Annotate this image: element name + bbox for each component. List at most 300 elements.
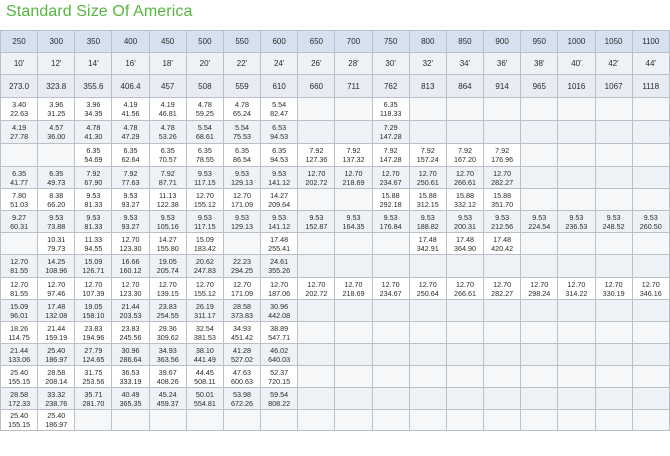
wall-thickness: 34.93 <box>233 323 252 333</box>
table-cell <box>335 255 372 278</box>
sizes-cell: 40' <box>558 53 595 75</box>
table-cell <box>521 322 558 344</box>
table-cell <box>38 344 75 366</box>
table-cell <box>409 322 446 344</box>
weight-value: 247.83 <box>193 266 216 275</box>
table-cell <box>223 344 260 366</box>
weight-value: 364.90 <box>453 243 476 253</box>
table-cell <box>298 189 335 211</box>
table-cell <box>261 388 298 410</box>
table-cell <box>186 121 223 144</box>
table-row <box>1 366 670 388</box>
wall-thickness: 21.44 <box>47 323 66 333</box>
weight-value: 108.96 <box>45 266 68 275</box>
table-cell <box>372 211 409 233</box>
table-cell <box>409 410 446 431</box>
table-cell <box>335 278 372 300</box>
table-cell <box>261 344 298 366</box>
wall-thickness: 9.53 <box>235 168 250 178</box>
wall-thickness: 9.53 <box>383 212 398 222</box>
weight-value: 224.54 <box>528 221 551 231</box>
wall-thickness: 6.35 <box>12 168 27 178</box>
weight-value: 312.15 <box>416 199 439 209</box>
table-cell <box>38 410 75 431</box>
weight-value: 141.12 <box>268 221 291 231</box>
table-cell <box>75 322 112 344</box>
table-cell <box>372 189 409 211</box>
table-cell <box>261 410 298 431</box>
wall-thickness: 34.93 <box>158 345 177 355</box>
weight-value: 208.14 <box>45 376 68 386</box>
table-row <box>1 144 670 167</box>
weight-value: 47.29 <box>121 132 140 141</box>
table-cell <box>632 388 669 410</box>
table-cell <box>372 388 409 410</box>
table-cell <box>484 322 521 344</box>
table-cell <box>1 98 38 121</box>
table-cell <box>1 255 38 278</box>
wall-thickness: 17.48 <box>270 234 289 244</box>
table-cell <box>149 410 186 431</box>
table-cell <box>112 366 149 388</box>
table-cell <box>595 255 632 278</box>
table-cell <box>484 167 521 189</box>
wall-thickness: 7.92 <box>457 146 472 155</box>
wall-thickness: 3.96 <box>49 100 64 109</box>
wall-thickness: 6.35 <box>383 100 398 109</box>
table-cell <box>149 388 186 410</box>
table-cell <box>38 322 75 344</box>
weight-value: 68.61 <box>195 132 214 141</box>
sizes-cell: 16' <box>112 53 149 75</box>
weight-value: 600.63 <box>231 376 253 386</box>
table-cell <box>261 278 298 300</box>
table-cell <box>372 366 409 388</box>
table-cell <box>261 300 298 322</box>
wall-thickness: 9.27 <box>12 212 27 222</box>
weight-value: 155.12 <box>193 288 216 298</box>
weight-value: 27.78 <box>10 132 29 141</box>
weight-value: 282.27 <box>491 177 514 187</box>
table-cell <box>223 278 260 300</box>
weight-value: 123.30 <box>119 243 142 253</box>
wall-thickness: 6.35 <box>49 168 64 178</box>
table-cell <box>484 144 521 167</box>
table-cell <box>446 322 483 344</box>
weight-value: 81.33 <box>84 221 103 231</box>
weight-value: 93.27 <box>121 199 140 209</box>
wall-thickness: 21.44 <box>10 345 29 355</box>
wall-thickness: 9.53 <box>86 212 101 222</box>
table-cell <box>595 366 632 388</box>
weight-value: 266.61 <box>453 177 476 187</box>
table-cell <box>484 233 521 255</box>
weight-value: 147.28 <box>379 155 402 164</box>
wall-thickness: 12.70 <box>344 168 363 178</box>
wall-thickness: 25.40 <box>10 411 29 420</box>
table-cell <box>558 144 595 167</box>
table-cell <box>75 344 112 366</box>
wall-thickness: 7.92 <box>86 168 101 178</box>
table-cell <box>112 144 149 167</box>
sizes-cell: 42' <box>595 53 632 75</box>
wall-thickness: 7.92 <box>420 146 435 155</box>
sizes-cell: 10' <box>1 53 38 75</box>
table-cell <box>223 211 260 233</box>
weight-value: 86.54 <box>233 155 252 164</box>
table-cell <box>112 410 149 431</box>
table-cell <box>335 344 372 366</box>
table-cell <box>335 167 372 189</box>
table-cell <box>223 410 260 431</box>
od-cell: 864 <box>446 75 483 98</box>
table-cell <box>558 98 595 121</box>
header-cell: 550 <box>223 31 260 53</box>
weight-value: 118.33 <box>379 109 402 118</box>
wall-thickness: 7.29 <box>383 123 398 132</box>
table-cell <box>1 144 38 167</box>
header-cell: 600 <box>261 31 298 53</box>
table-cell <box>38 278 75 300</box>
weight-value: 78.55 <box>195 155 214 164</box>
weight-value: 133.06 <box>8 354 31 364</box>
weight-value: 254.55 <box>156 310 179 320</box>
table-cell <box>521 98 558 121</box>
wall-thickness: 7.80 <box>12 190 27 200</box>
table-cell <box>261 211 298 233</box>
weight-value: 459.37 <box>156 398 179 408</box>
wall-thickness: 9.53 <box>123 212 138 222</box>
weight-value: 158.10 <box>82 310 105 320</box>
table-cell <box>484 366 521 388</box>
sizes-cell: 24' <box>261 53 298 75</box>
wall-thickness: 4.78 <box>235 100 250 109</box>
table-cell <box>595 322 632 344</box>
wall-thickness: 9.53 <box>272 168 287 178</box>
table-cell <box>149 189 186 211</box>
table-cell <box>112 278 149 300</box>
table-cell <box>1 300 38 322</box>
wall-thickness: 38.89 <box>270 323 289 333</box>
table-cell <box>632 98 669 121</box>
table-cell <box>112 255 149 278</box>
weight-value: 294.25 <box>231 266 253 275</box>
sizes-cell: 14' <box>75 53 112 75</box>
table-cell <box>372 300 409 322</box>
weight-value: 672.26 <box>231 398 253 408</box>
table-cell <box>223 167 260 189</box>
weight-value: 250.64 <box>416 288 439 298</box>
table-cell <box>261 98 298 121</box>
wall-thickness: 19.05 <box>158 257 177 266</box>
sizes-cell: 26' <box>298 53 335 75</box>
wall-thickness: 12.70 <box>641 279 660 289</box>
table-cell <box>38 144 75 167</box>
weight-value: 554.81 <box>193 398 216 408</box>
table-cell <box>298 300 335 322</box>
table-cell <box>186 344 223 366</box>
table-cell <box>632 144 669 167</box>
table-cell <box>409 344 446 366</box>
wall-thickness: 9.53 <box>643 212 658 222</box>
weight-value: 234.67 <box>379 288 402 298</box>
wall-thickness: 3.40 <box>12 100 27 109</box>
table-cell <box>223 98 260 121</box>
weight-value: 194.96 <box>82 332 105 342</box>
weight-value: 332.12 <box>453 199 476 209</box>
wall-thickness: 4.19 <box>123 100 138 109</box>
weight-value: 81.55 <box>10 288 29 298</box>
table-cell <box>558 189 595 211</box>
table-cell <box>595 189 632 211</box>
wall-thickness: 9.53 <box>235 212 250 222</box>
weight-value: 141.12 <box>268 177 291 187</box>
wall-thickness: 12.70 <box>381 279 400 289</box>
od-cell: 323.8 <box>38 75 75 98</box>
table-cell <box>558 366 595 388</box>
od-cell: 965 <box>521 75 558 98</box>
table-cell <box>186 388 223 410</box>
wall-thickness: 7.92 <box>309 146 324 155</box>
table-cell <box>223 233 260 255</box>
table-cell <box>335 189 372 211</box>
table-cell <box>1 410 38 431</box>
wall-thickness: 9.53 <box>272 212 287 222</box>
table-cell <box>186 300 223 322</box>
wall-thickness: 6.35 <box>235 146 250 155</box>
table-cell <box>186 366 223 388</box>
od-row <box>1 75 670 98</box>
wall-thickness: 39.67 <box>158 367 177 377</box>
wall-thickness: 21.44 <box>121 301 140 311</box>
table-cell <box>298 278 335 300</box>
weight-value: 355.26 <box>268 266 291 275</box>
weight-value: 51.03 <box>10 199 29 209</box>
table-cell <box>446 121 483 144</box>
weight-value: 164.35 <box>342 221 365 231</box>
table-cell <box>521 121 558 144</box>
table-cell <box>632 233 669 255</box>
table-cell <box>149 366 186 388</box>
table-cell <box>595 211 632 233</box>
table-cell <box>75 211 112 233</box>
table-cell <box>1 121 38 144</box>
table-cell <box>372 233 409 255</box>
table-cell <box>409 144 446 167</box>
table-cell <box>632 410 669 431</box>
weight-value: 238.76 <box>45 398 68 408</box>
wall-thickness: 12.70 <box>121 279 140 289</box>
wall-thickness: 20.62 <box>195 257 214 266</box>
weight-value: 132.08 <box>45 310 68 320</box>
weight-value: 441.49 <box>193 354 216 364</box>
weight-value: 114.75 <box>8 332 30 342</box>
wall-thickness: 15.88 <box>418 190 437 200</box>
wall-thickness: 9.53 <box>197 212 212 222</box>
table-cell <box>149 255 186 278</box>
table-cell <box>75 300 112 322</box>
wall-thickness: 9.53 <box>495 212 510 222</box>
table-cell <box>558 233 595 255</box>
table-cell <box>112 300 149 322</box>
table-cell <box>632 211 669 233</box>
weight-value: 218.69 <box>342 288 365 298</box>
wall-thickness: 12.70 <box>270 279 289 289</box>
weight-value: 105.16 <box>156 221 179 231</box>
sizes-cell: 12' <box>38 53 75 75</box>
wall-thickness: 3.96 <box>86 100 101 109</box>
table-row <box>1 98 670 121</box>
weight-value: 282.27 <box>491 288 514 298</box>
table-cell <box>484 98 521 121</box>
weight-value: 160.12 <box>119 266 142 275</box>
weight-value: 245.56 <box>119 332 142 342</box>
header-cell: 850 <box>446 31 483 53</box>
wall-thickness: 14.25 <box>47 257 66 266</box>
weight-value: 117.15 <box>194 177 216 187</box>
od-cell: 355.6 <box>75 75 112 98</box>
wall-thickness: 15.88 <box>455 190 474 200</box>
weight-value: 172.33 <box>8 398 31 408</box>
table-cell <box>595 278 632 300</box>
table-cell <box>335 410 372 431</box>
table-cell <box>261 144 298 167</box>
weight-value: 126.71 <box>82 266 105 275</box>
table-cell <box>372 167 409 189</box>
wall-thickness: 45.24 <box>158 389 177 399</box>
weight-value: 212.56 <box>491 221 514 231</box>
table-cell <box>223 388 260 410</box>
table-cell <box>149 322 186 344</box>
table-row <box>1 255 670 278</box>
weight-value: 314.22 <box>565 288 588 298</box>
table-cell <box>298 144 335 167</box>
wall-thickness: 32.54 <box>195 323 214 333</box>
weight-value: 159.19 <box>45 332 68 342</box>
table-cell <box>298 98 335 121</box>
table-cell <box>372 121 409 144</box>
table-cell <box>38 98 75 121</box>
wall-thickness: 5.54 <box>235 123 250 132</box>
wall-thickness: 17.48 <box>493 234 512 244</box>
table-cell <box>521 388 558 410</box>
table-cell <box>335 366 372 388</box>
table-cell <box>223 144 260 167</box>
table-cell <box>261 322 298 344</box>
weight-value: 720.15 <box>268 376 291 386</box>
weight-value: 70.57 <box>158 155 177 164</box>
weight-value: 155.15 <box>8 420 31 429</box>
table-cell <box>409 366 446 388</box>
table-row <box>1 121 670 144</box>
od-cell: 457 <box>149 75 186 98</box>
table-cell <box>335 98 372 121</box>
sizes-cell: 38' <box>521 53 558 75</box>
table-cell <box>484 211 521 233</box>
wall-thickness: 12.70 <box>307 168 326 178</box>
table-cell <box>149 121 186 144</box>
wall-thickness: 12.70 <box>195 190 214 200</box>
table-cell <box>595 121 632 144</box>
od-cell: 559 <box>223 75 260 98</box>
weight-value: 527.02 <box>231 354 253 364</box>
weight-value: 186.97 <box>45 420 68 429</box>
weight-value: 60.31 <box>10 221 29 231</box>
weight-value: 41.56 <box>121 109 140 118</box>
wall-thickness: 9.53 <box>346 212 361 222</box>
weight-value: 363.56 <box>156 354 179 364</box>
table-cell <box>149 98 186 121</box>
table-cell <box>484 121 521 144</box>
weight-value: 205.74 <box>156 266 179 275</box>
header-cell: 350 <box>75 31 112 53</box>
table-cell <box>186 278 223 300</box>
weight-value: 311.17 <box>194 310 216 320</box>
table-row <box>1 300 670 322</box>
wall-thickness: 12.70 <box>455 168 474 178</box>
table-cell <box>446 300 483 322</box>
weight-value: 451.42 <box>231 332 253 342</box>
table-cell <box>558 388 595 410</box>
table-cell <box>75 255 112 278</box>
table-cell <box>1 278 38 300</box>
wall-thickness: 25.40 <box>47 345 66 355</box>
weight-value: 139.15 <box>156 288 179 298</box>
table-cell <box>632 121 669 144</box>
sizes-cell: 36' <box>484 53 521 75</box>
table-cell <box>1 167 38 189</box>
table-cell <box>521 167 558 189</box>
table-cell <box>335 144 372 167</box>
wall-thickness: 17.48 <box>47 301 66 311</box>
wall-thickness: 27.79 <box>84 345 103 355</box>
header-cell: 250 <box>1 31 38 53</box>
weight-value: 157.24 <box>416 155 439 164</box>
wall-thickness: 52.37 <box>270 367 289 377</box>
wall-thickness: 12.70 <box>493 168 512 178</box>
wall-thickness: 7.92 <box>495 146 510 155</box>
od-cell: 914 <box>484 75 521 98</box>
wall-thickness: 59.54 <box>270 389 289 399</box>
table-cell <box>335 233 372 255</box>
wall-thickness: 12.70 <box>530 279 549 289</box>
wall-thickness: 31.75 <box>84 367 103 377</box>
weight-value: 155.12 <box>193 199 216 209</box>
weight-value: 250.61 <box>416 177 439 187</box>
od-cell: 660 <box>298 75 335 98</box>
table-cell <box>409 167 446 189</box>
table-cell <box>112 121 149 144</box>
weight-value: 218.69 <box>342 177 365 187</box>
wall-thickness: 5.54 <box>197 123 212 132</box>
wall-thickness: 7.92 <box>383 146 398 155</box>
table-cell <box>595 144 632 167</box>
table-cell <box>484 255 521 278</box>
wall-thickness: 29.36 <box>158 323 177 333</box>
wall-thickness: 19.05 <box>84 301 103 311</box>
table-cell <box>186 211 223 233</box>
table-cell <box>632 167 669 189</box>
weight-value: 342.91 <box>416 243 439 253</box>
weight-value: 124.65 <box>82 354 105 364</box>
sizes-cell: 22' <box>223 53 260 75</box>
table-cell <box>38 300 75 322</box>
table-row <box>1 189 670 211</box>
wall-thickness: 9.53 <box>457 212 472 222</box>
weight-value: 122.38 <box>156 199 179 209</box>
table-row <box>1 410 670 431</box>
weight-value: 381.53 <box>193 332 216 342</box>
